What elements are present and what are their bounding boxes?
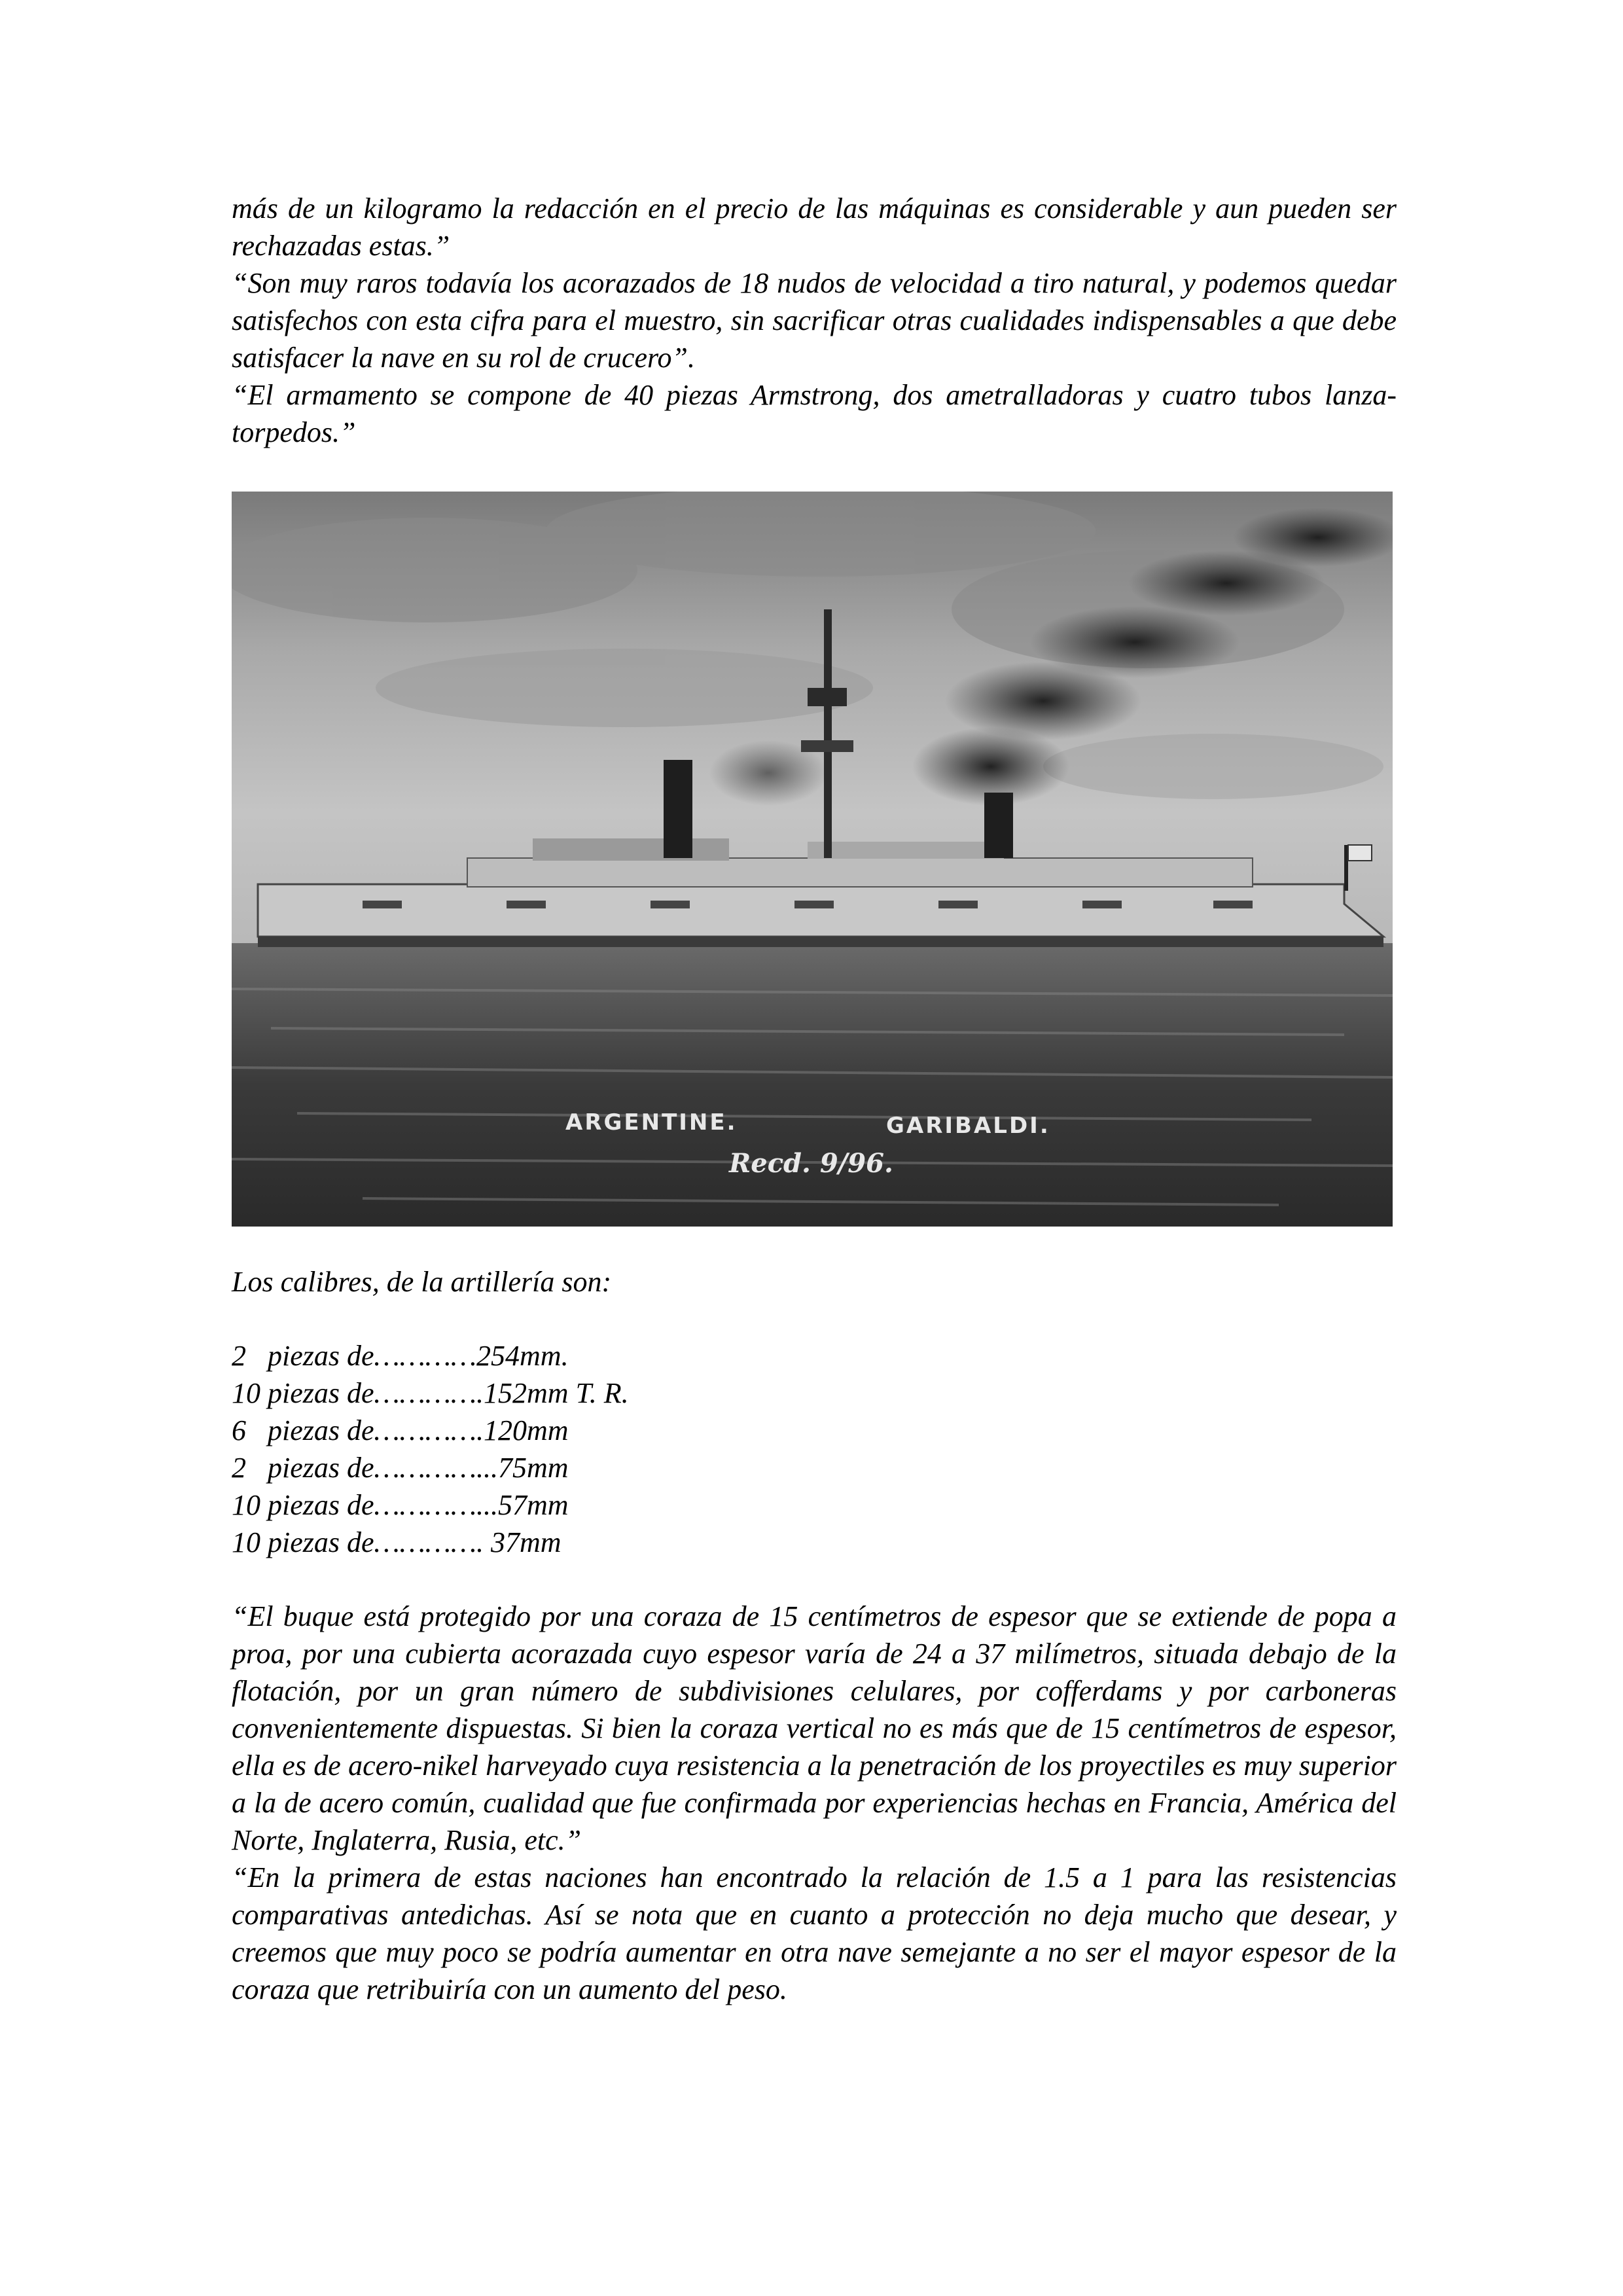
calibre-item: 10 piezas de…………. 37mm	[232, 1526, 562, 1558]
photo-label-argentine: ARGENTINE.	[565, 1109, 738, 1136]
photo-label-received: Recd. 9/96.	[729, 1148, 893, 1179]
paragraph-2: “Son muy raros todavía los acorazados de 18 nudos de velocidad a tiro natural, y podemos quedar satisfechos con esta cifra para el muestro, sin sacrificar otras cualidades indispensables a que debe satisfacer la nave en su rol de crucero”.	[232, 267, 1397, 374]
funnel-aft	[984, 793, 1013, 858]
fighting-top	[808, 688, 847, 706]
calibre-item: 6 piezas de………….120mm	[232, 1414, 569, 1446]
document-page	[232, 190, 1397, 2008]
calibre-item: 2 piezas de…………...75mm	[232, 1452, 569, 1484]
mast	[824, 609, 832, 858]
photo-label-garibaldi: GARIBALDI.	[886, 1113, 1050, 1139]
paragraph-4: “El buque está protegido por una coraza de 15 centímetros de espesor que se extiende de popa a proa, por una cubierta acorazada cuyo espesor varía de 24 a 37 milímetros, situada debajo de la flotación, por un gran número de subdivisiones celulares, por cofferdams y por carboneras convenientemente dispuestas. Si bien la coraza vertical no es más que de 15 centímetros de espesor, ella es de acero-nikel harveyado cuya resistencia a la penetración de los proyectiles es muy superior a la de acero común, cualidad que fue confirmada por experiencias hechas en Francia, América del Norte, Inglaterra, Rusia, etc.”	[232, 1600, 1397, 1856]
protection-section	[232, 1598, 1397, 2008]
paragraph-5: “En la primera de estas naciones han encontrado la relación de 1.5 a 1 para las resistencias comparativas antedichas. Así se nota que en cuanto a protección no deja mucho que desear, y creemos que muy poco se podría aumentar en otra nave semejante a no ser el mayor espesor de la coraza que retribuiría con un aumento del peso.	[232, 1861, 1397, 2005]
calibre-item: 10 piezas de…………...57mm	[232, 1489, 569, 1521]
paragraph-3: “El armamento se compone de 40 piezas Armstrong, dos ametralladoras y cuatro tubos lanza-torpedos.”	[232, 379, 1397, 448]
mast-platform	[801, 740, 853, 752]
boats	[808, 842, 1004, 859]
hull	[258, 884, 1383, 937]
calibre-item: 2 piezas de…………254mm.	[232, 1340, 569, 1372]
paragraph-1: más de un kilogramo la redacción en el precio de las máquinas es considerable y aun pueden ser rechazadas estas.”	[232, 192, 1397, 262]
flag	[1348, 845, 1372, 861]
bridge	[533, 838, 729, 861]
calibre-item: 10 piezas de………….152mm T. R.	[232, 1377, 629, 1409]
superstructure	[467, 858, 1253, 887]
calibres-title: Los calibres, de la artillería son:	[232, 1266, 612, 1298]
warship-illustration	[232, 492, 1393, 1227]
calibres-list	[232, 1337, 1397, 1561]
warship-photo	[232, 492, 1393, 1227]
sea	[232, 943, 1393, 1227]
waterline	[258, 937, 1383, 947]
funnel-fore	[664, 760, 692, 858]
